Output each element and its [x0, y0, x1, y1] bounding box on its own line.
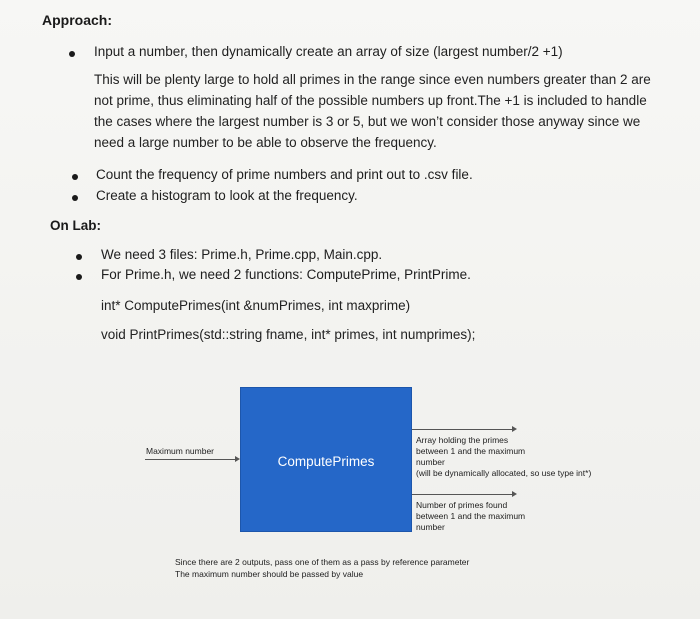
on-lab-bullet-1: We need 3 files: Prime.h, Prime.cpp, Main.cpp. — [101, 247, 383, 262]
output-array-arrow — [412, 429, 512, 430]
on-lab-heading: On Lab: — [50, 218, 101, 233]
output-array-line-2: between 1 and the maximum — [416, 446, 526, 456]
diagram-note-2: The maximum number should be passed by value — [175, 569, 364, 579]
output-count-line-1: Number of primes found — [416, 500, 508, 510]
output-count-arrow — [412, 494, 512, 495]
diagram-note-1: Since there are 2 outputs, pass one of them as a pass by reference parameter — [175, 557, 470, 567]
approach-explanation-line-1: This will be plenty large to hold all primes in the range since even numbers greater than 2 are — [94, 72, 651, 87]
output-array-line-4: (will be dynamically allocated, so use type int*) — [416, 468, 592, 478]
approach-bullet-3: Create a histogram to look at the frequency. — [96, 188, 358, 203]
bullet-dot — [76, 254, 82, 260]
output-count-arrowhead — [512, 491, 517, 497]
output-count-line-3: number — [416, 522, 445, 532]
bullet-dot — [72, 195, 78, 201]
on-lab-bullet-2: For Prime.h, we need 2 functions: ComputePrime, PrintPrime. — [101, 267, 471, 282]
print-primes-signature: void PrintPrimes(std::string fname, int* primes, int numprimes); — [101, 327, 476, 342]
approach-heading: Approach: — [42, 12, 112, 28]
input-label: Maximum number — [146, 446, 215, 456]
output-array-line-1: Array holding the primes — [416, 435, 509, 445]
approach-explanation-line-2: not prime, thus eliminating half of the possible numbers up front.The +1 is included to handle — [94, 93, 647, 108]
output-array-arrowhead — [512, 426, 517, 432]
input-arrow — [145, 459, 235, 460]
bullet-dot — [76, 274, 82, 280]
approach-bullet-1: Input a number, then dynamically create an array of size (largest number/2 +1) — [94, 44, 563, 59]
compute-primes-label: ComputePrimes — [277, 454, 375, 469]
approach-bullet-2: Count the frequency of prime numbers and print out to .csv file. — [96, 167, 473, 182]
compute-primes-signature: int* ComputePrimes(int &numPrimes, int maxprime) — [101, 298, 411, 313]
bullet-dot — [72, 174, 78, 180]
approach-explanation-line-3: the cases where the largest number is 3 or 5, but we won’t consider those anyway since we — [94, 114, 641, 129]
output-array-line-3: number — [416, 457, 445, 467]
input-arrowhead — [235, 456, 240, 462]
approach-explanation-line-4: need a large number to be able to observe the frequency. — [94, 135, 437, 150]
bullet-dot — [69, 51, 75, 57]
output-count-line-2: between 1 and the maximum — [416, 511, 526, 521]
compute-primes-box — [240, 387, 412, 532]
